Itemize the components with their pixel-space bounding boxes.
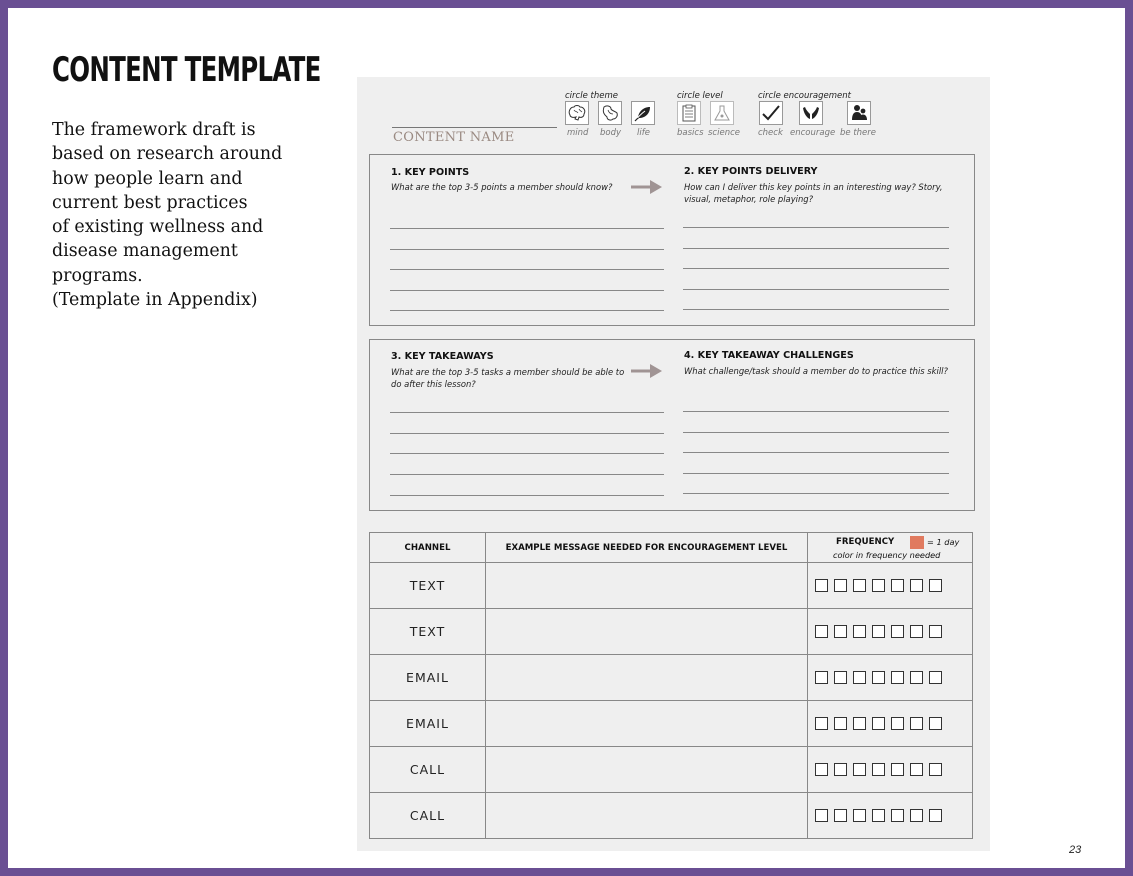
answer-line[interactable] [390, 433, 664, 434]
channel-cell: TEXT [370, 609, 486, 655]
channel-header: CHANNEL [370, 533, 486, 563]
encouragement-label: circle encouragement [758, 91, 851, 101]
frequency-cell [808, 747, 973, 793]
leaf-life-icon[interactable] [631, 101, 655, 125]
day-checkbox[interactable] [834, 763, 847, 776]
frequency-cell [808, 701, 973, 747]
mind-icon[interactable] [565, 101, 589, 125]
answer-line[interactable] [390, 412, 664, 413]
day-checkbox[interactable] [815, 809, 828, 822]
answer-line[interactable] [683, 248, 949, 249]
day-checkbox[interactable] [815, 579, 828, 592]
answer-line[interactable] [683, 452, 949, 453]
table-row [370, 609, 973, 655]
key-points-delivery-title: 2. KEY POINTS DELIVERY [684, 166, 818, 177]
day-checkbox[interactable] [929, 809, 942, 822]
message-cell[interactable] [486, 701, 808, 747]
answer-line[interactable] [390, 290, 664, 291]
content-name-line[interactable] [392, 127, 557, 128]
day-checkbox[interactable] [872, 763, 885, 776]
key-points-title: 1. KEY POINTS [391, 167, 470, 178]
description-line: of existing wellness and [52, 217, 264, 238]
answer-line[interactable] [683, 411, 949, 412]
day-checkbox[interactable] [891, 625, 904, 638]
theme-label: circle theme [565, 91, 618, 101]
day-checkbox[interactable] [853, 763, 866, 776]
message-cell[interactable] [486, 655, 808, 701]
day-checkbox[interactable] [910, 671, 923, 684]
description-line: how people learn and [52, 168, 243, 189]
day-checkbox[interactable] [872, 625, 885, 638]
frequency-swatch [910, 536, 924, 549]
checkmark-icon[interactable] [759, 101, 783, 125]
table-row [370, 701, 973, 747]
day-checkbox[interactable] [815, 671, 828, 684]
page [8, 8, 1125, 868]
table-row [370, 747, 973, 793]
encouragement-option-be-there: be there [840, 128, 877, 138]
day-checkbox[interactable] [872, 717, 885, 730]
key-points-box [369, 154, 975, 326]
answer-line[interactable] [390, 474, 664, 475]
day-checkbox[interactable] [910, 809, 923, 822]
answer-line[interactable] [683, 289, 949, 290]
frequency-cell [808, 655, 973, 701]
day-checkbox[interactable] [929, 717, 942, 730]
description-line: disease management [52, 241, 238, 262]
answer-line[interactable] [390, 453, 664, 454]
encouragement-option-encourage: encourage [790, 128, 836, 138]
answer-line[interactable] [683, 268, 949, 269]
frequency-key: = 1 day [927, 537, 960, 547]
message-cell[interactable] [486, 563, 808, 609]
frequency-note: color in frequency needed [833, 550, 941, 560]
answer-line[interactable] [683, 309, 949, 310]
day-checkbox[interactable] [853, 717, 866, 730]
encouragement-option-check: check [758, 128, 783, 138]
day-checkbox[interactable] [929, 671, 942, 684]
flask-science-icon[interactable] [710, 101, 734, 125]
channel-cell: EMAIL [370, 655, 486, 701]
key-takeaways-title: 3. KEY TAKEAWAYS [391, 351, 494, 362]
day-checkbox[interactable] [910, 763, 923, 776]
message-cell[interactable] [486, 609, 808, 655]
answer-line[interactable] [683, 473, 949, 474]
arrow-right-icon [630, 362, 664, 380]
page-title: CONTENT TEMPLATE [52, 50, 321, 90]
day-checkbox[interactable] [853, 809, 866, 822]
level-option-basics: basics [677, 128, 704, 138]
hands-encourage-icon[interactable] [799, 101, 823, 125]
answer-line[interactable] [390, 269, 664, 270]
frequency-cell [808, 793, 973, 839]
day-checkbox[interactable] [929, 579, 942, 592]
description-line: The framework draft is [52, 120, 256, 140]
level-option-science: science [708, 128, 740, 138]
day-checkbox[interactable] [929, 763, 942, 776]
day-checkbox[interactable] [872, 671, 885, 684]
body-icon[interactable] [598, 101, 622, 125]
day-checkbox[interactable] [910, 579, 923, 592]
message-header: EXAMPLE MESSAGE NEEDED FOR ENCOURAGEMENT LEVEL [486, 533, 808, 563]
day-checkbox[interactable] [834, 671, 847, 684]
day-checkbox[interactable] [834, 579, 847, 592]
day-checkbox[interactable] [891, 763, 904, 776]
day-checkbox[interactable] [815, 625, 828, 638]
theme-option-mind: mind [567, 128, 589, 138]
answer-line[interactable] [683, 227, 949, 228]
channel-cell: CALL [370, 747, 486, 793]
key-points-question: What are the top 3-5 points a member should know? [391, 182, 613, 192]
channel-cell: CALL [370, 793, 486, 839]
key-points-delivery-question: How can I deliver this key points in an interesting way? Story, visual, metaphor, role playing? [684, 182, 943, 204]
answer-line[interactable] [390, 495, 664, 496]
content-name-label: CONTENT NAME [393, 130, 515, 145]
key-takeaway-challenges-question: What challenge/task should a member do to practice this skill? [684, 366, 948, 376]
message-cell[interactable] [486, 747, 808, 793]
day-checkbox[interactable] [891, 671, 904, 684]
day-checkbox[interactable] [853, 671, 866, 684]
answer-line[interactable] [683, 432, 949, 433]
channel-cell: TEXT [370, 563, 486, 609]
frequency-title: FREQUENCY [836, 537, 895, 547]
arrow-right-icon [630, 178, 664, 196]
frequency-cell [808, 609, 973, 655]
day-checkbox[interactable] [815, 763, 828, 776]
theme-option-body: body [600, 128, 622, 138]
day-checkbox[interactable] [815, 717, 828, 730]
day-checkbox[interactable] [872, 809, 885, 822]
frequency-header [808, 533, 973, 563]
day-checkbox[interactable] [853, 579, 866, 592]
key-takeaways-box [369, 339, 975, 511]
description [52, 118, 322, 312]
table-header-row [370, 533, 973, 563]
content-template-form [357, 77, 990, 851]
day-checkbox[interactable] [891, 579, 904, 592]
clipboard-basics-icon[interactable] [677, 101, 701, 125]
page-number: 23 [1069, 844, 1082, 856]
level-label: circle level [677, 91, 723, 101]
key-takeaway-challenges-title: 4. KEY TAKEAWAY CHALLENGES [684, 350, 854, 361]
answer-line[interactable] [683, 493, 949, 494]
day-checkbox[interactable] [891, 809, 904, 822]
day-checkbox[interactable] [929, 625, 942, 638]
description-line: based on research around [52, 144, 283, 165]
day-checkbox[interactable] [834, 625, 847, 638]
table-row [370, 655, 973, 701]
message-cell[interactable] [486, 793, 808, 839]
key-takeaways-question: What are the top 3-5 tasks a member should be able to do after this lesson? [391, 367, 625, 389]
channel-cell: EMAIL [370, 701, 486, 747]
day-checkbox[interactable] [834, 809, 847, 822]
day-checkbox[interactable] [872, 579, 885, 592]
description-line: (Template in Appendix) [52, 290, 258, 311]
table-row [370, 563, 973, 609]
day-checkbox[interactable] [910, 717, 923, 730]
answer-line[interactable] [390, 310, 664, 311]
day-checkbox[interactable] [853, 625, 866, 638]
channel-table [369, 532, 973, 839]
day-checkbox[interactable] [891, 717, 904, 730]
answer-line[interactable] [390, 228, 664, 229]
theme-option-life: life [637, 128, 650, 138]
table-row [370, 793, 973, 839]
frequency-cell [808, 563, 973, 609]
day-checkbox[interactable] [910, 625, 923, 638]
description-line: programs. [52, 265, 143, 286]
description-line: current best practices [52, 192, 248, 213]
day-checkbox[interactable] [834, 717, 847, 730]
answer-line[interactable] [390, 249, 664, 250]
people-be-there-icon[interactable] [847, 101, 871, 125]
